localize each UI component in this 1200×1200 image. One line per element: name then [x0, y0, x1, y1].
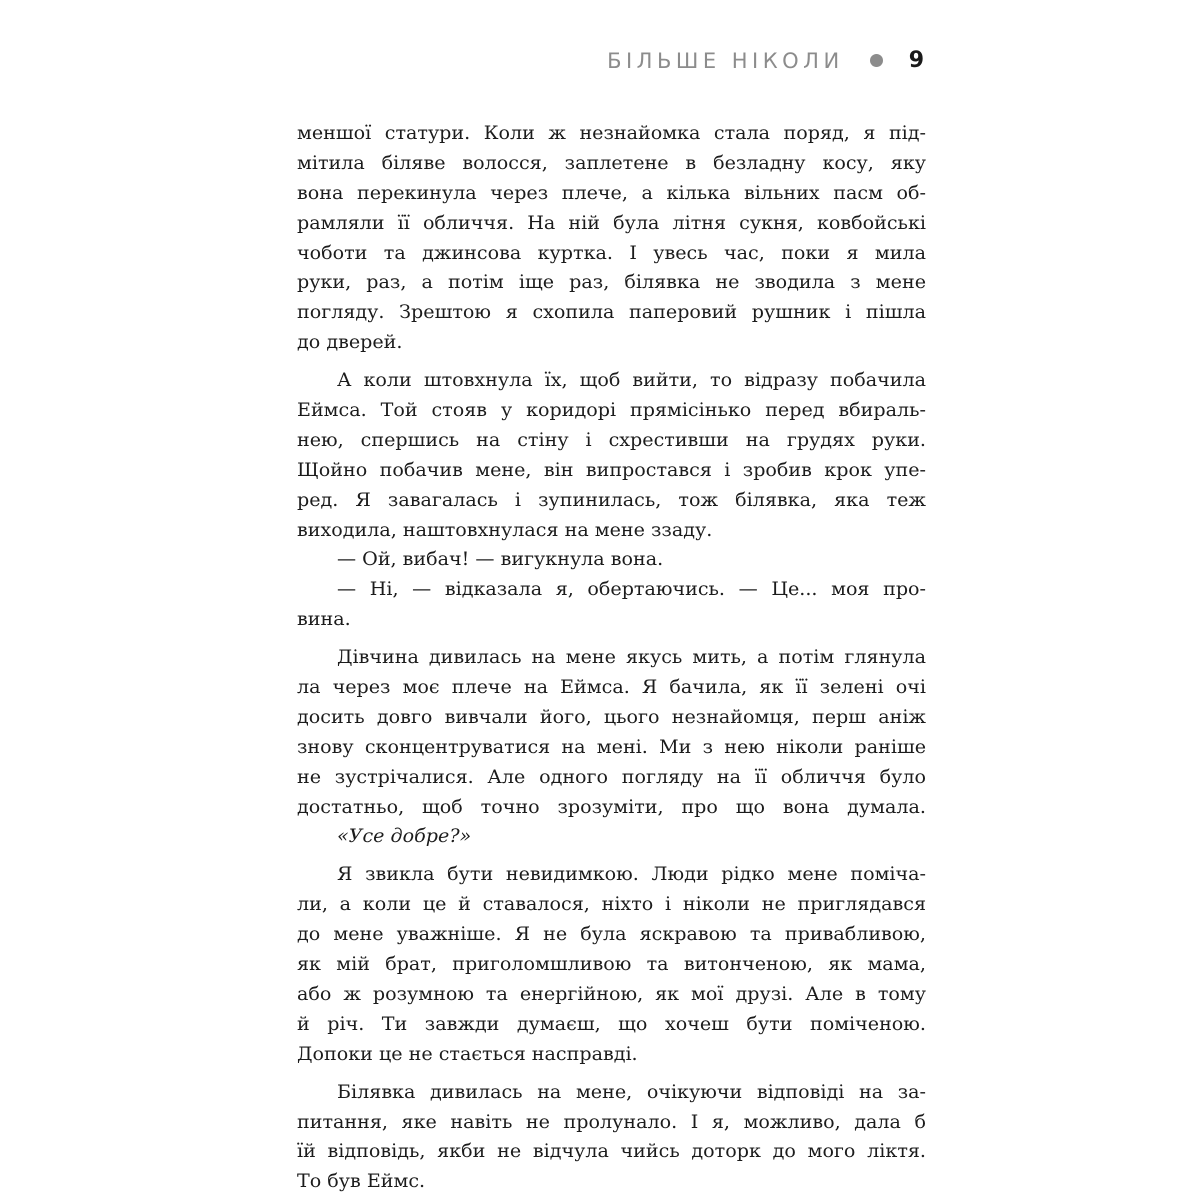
paragraph-4 — [297, 859, 926, 1068]
dialogue-1 — [297, 544, 926, 574]
text-line: достатньо, щоб точно зрозуміти, про що вона думала. — [297, 794, 926, 818]
paragraph-gap — [297, 851, 926, 859]
paragraph-5 — [297, 1077, 926, 1197]
text-line: Я звикла бути невидимкою. Люди рідко мене поміча- — [337, 862, 926, 886]
italic-line: «Усе добре?» — [337, 824, 472, 848]
text-line: Щойно побачив мене, він випростався і зробив крок упе- — [297, 457, 926, 481]
text-line: — Ні, — відказала я, обертаючись. — Це... моя про- — [337, 577, 926, 601]
dialogue-2 — [297, 574, 926, 634]
text-line: до дверей. — [297, 330, 403, 354]
text-line: ли, а коли це й ставалося, ніхто і ніколи не приглядався — [297, 892, 926, 916]
text-line: меншої статури. Коли ж незнайомка стала поряд, я під- — [297, 121, 926, 144]
paragraph-2 — [297, 365, 926, 544]
paragraph-gap — [297, 1069, 926, 1077]
text-line: знову сконцентруватися на мені. Ми з нею ніколи раніше — [297, 734, 926, 758]
text-line: руки, раз, а потім іще раз, білявка не зводила з мене — [297, 270, 926, 294]
text-line: Еймса. Той стояв у коридорі прямісінько перед вбираль- — [297, 398, 926, 422]
running-header — [607, 48, 924, 73]
text-line: виходила, наштовхнулася на мене ззаду. — [297, 517, 713, 541]
text-line: ред. Я завагалась і зупинилась, тож білявка, яка теж — [297, 487, 926, 511]
text-body — [297, 118, 926, 1196]
text-line: їй відповідь, якби не відчула чийсь доторк до мого ліктя. — [297, 1139, 926, 1163]
text-line: Білявка дивилась на мене, очікуючи відповіді на за- — [337, 1079, 926, 1103]
text-line: А коли штовхнула їх, щоб вийти, то відразу побачила — [337, 368, 926, 392]
text-line: вина. — [297, 607, 351, 631]
text-line: рамляли її обличчя. На ній була літня сукня, ковбойські — [297, 210, 926, 234]
text-line: або ж розумною та енергійною, як мої друзі. Але в тому — [297, 981, 926, 1005]
text-line: чоботи та джинсова куртка. І увесь час, поки я мила — [297, 240, 926, 264]
text-line: нею, спершись на стіну і схрестивши на грудях руки. — [297, 427, 926, 451]
paragraph-gap — [297, 357, 926, 365]
text-line: як мій брат, приголомшливою та витонченою, як мама, — [297, 952, 926, 976]
book-title: БІЛЬШЕ НІКОЛИ — [607, 48, 844, 73]
paragraph-gap — [297, 634, 926, 642]
text-line: питання, яке навіть не пролунало. І я, можливо, дала б — [297, 1109, 926, 1133]
italic-thought — [297, 821, 926, 851]
text-line: Допоки це не стається насправді. — [297, 1041, 638, 1065]
text-line: Дівчина дивилась на мене якусь мить, а потім глянула — [337, 645, 926, 669]
text-line: — Ой, вибач! — вигукнула вона. — [337, 547, 664, 571]
text-line: То був Еймс. — [297, 1169, 426, 1193]
paragraph-3 — [297, 642, 926, 821]
text-line: до мене уважніше. Я не була яскравою та привабливою, — [297, 922, 926, 946]
text-line: не зустрічалися. Але одного погляду на її обличчя було — [297, 764, 926, 788]
paragraph-1 — [297, 118, 926, 357]
page-number: 9 — [908, 48, 924, 73]
text-line: вона перекинула через плече, а кілька вільних пасм об- — [297, 180, 926, 204]
text-line: мітила біляве волосся, заплетене в безладну косу, яку — [297, 150, 926, 174]
text-line: ла через моє плече на Еймса. Я бачила, як її зелені очі — [297, 675, 926, 699]
text-line: досить довго вивчали його, цього незнайомця, перш аніж — [297, 704, 926, 728]
header-dot-icon — [870, 54, 883, 67]
text-line: й річ. Ти завжди думаєш, що хочеш бути поміченою. — [297, 1011, 926, 1035]
text-line: погляду. Зрештою я схопила паперовий рушник і пішла — [297, 300, 926, 324]
